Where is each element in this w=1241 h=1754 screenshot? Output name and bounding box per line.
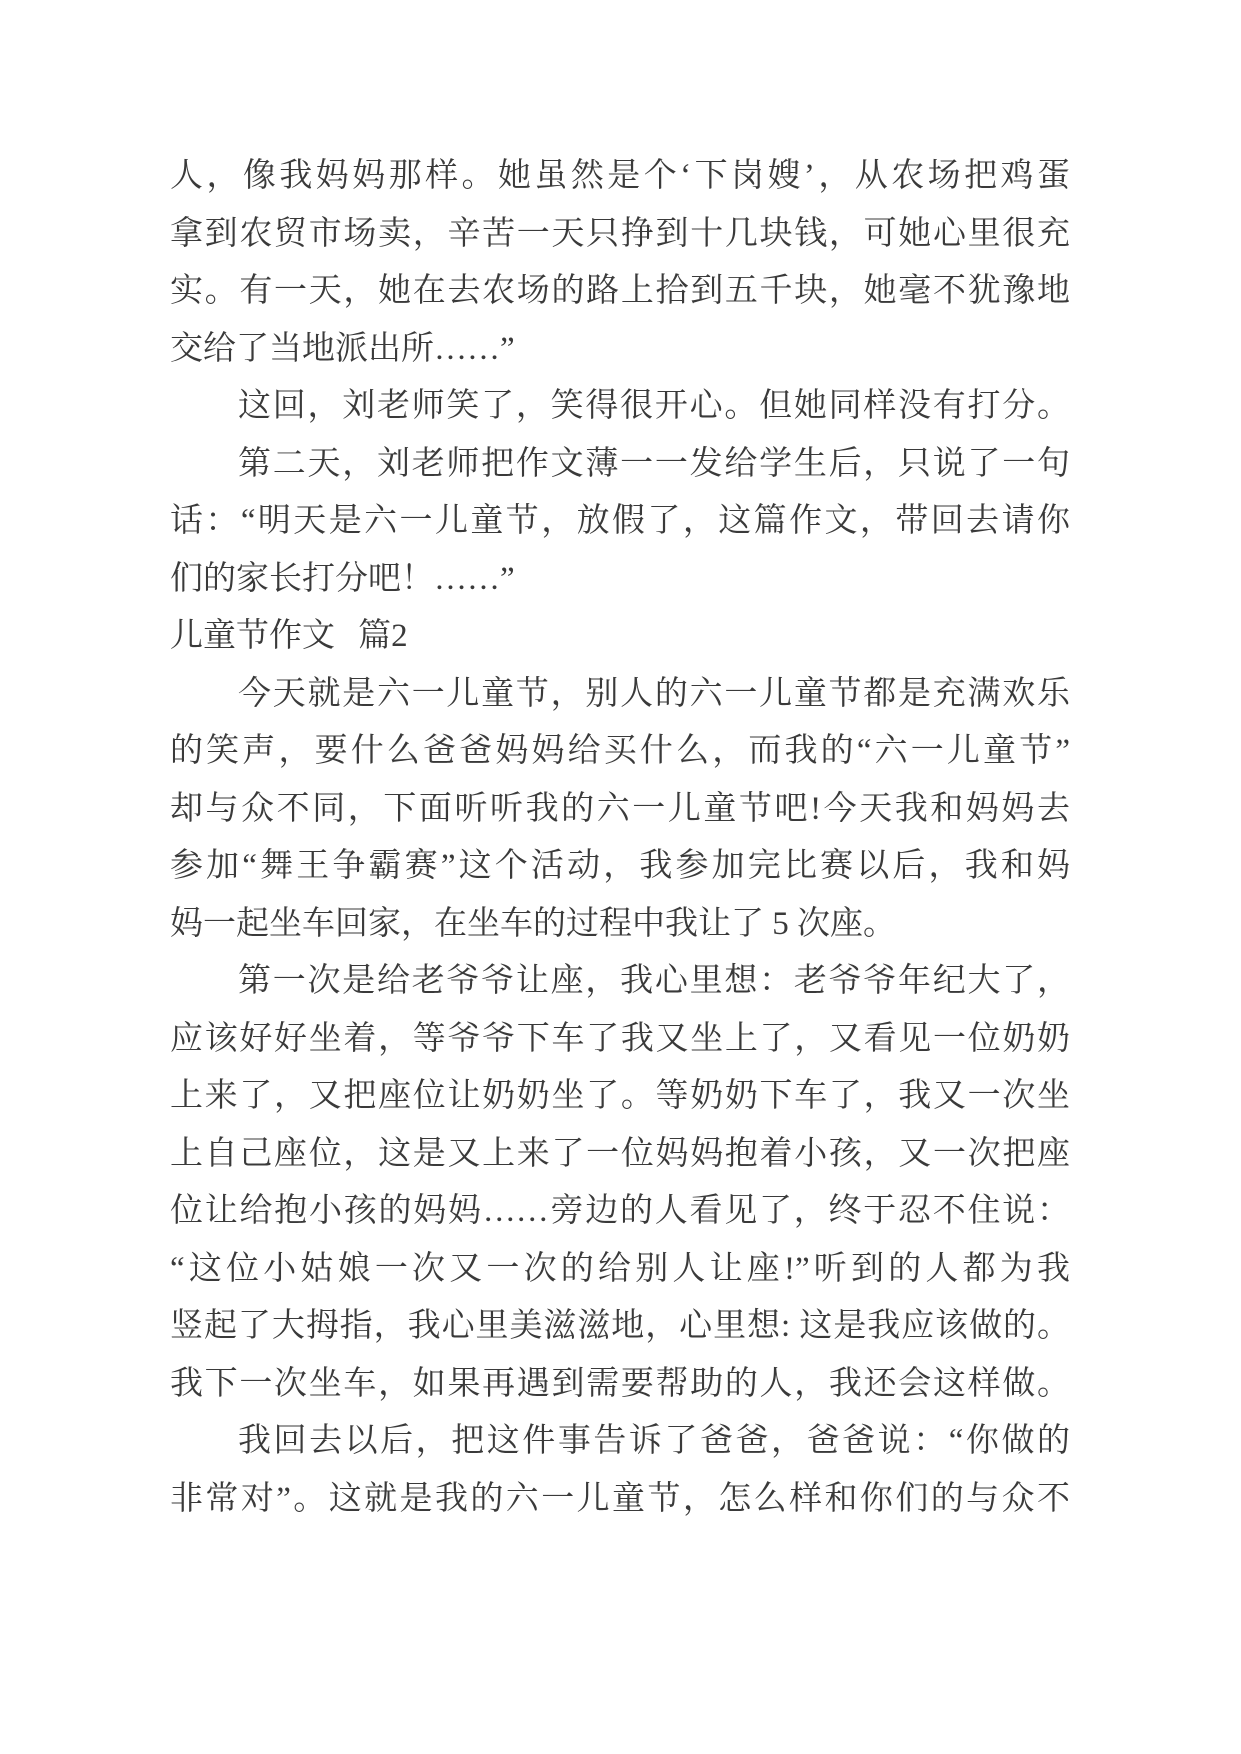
text-line: 应该好好坐着，等爷爷下车了我又坐上了，又看见一位奶奶 xyxy=(170,1020,1070,1057)
text-line: 今天就是六一儿童节，别人的六一儿童节都是充满欢乐 xyxy=(238,675,1070,712)
text-line: 妈一起坐车回家，在坐车的过程中我让了 5 次座。 xyxy=(170,905,896,942)
text-line: 非常对”。这就是我的六一儿童节，怎么样和你们的与众不 xyxy=(170,1480,1070,1517)
text-line: 拿到农贸市场卖，辛苦一天只挣到十几块钱，可她心里很充 xyxy=(170,215,1070,252)
text-line: “这位小姑娘一次又一次的给别人让座!”听到的人都为我 xyxy=(170,1250,1070,1287)
text-line: 话：“明天是六一儿童节，放假了，这篇作文，带回去请你 xyxy=(170,503,1070,539)
text-line: 们的家长打分吧！……” xyxy=(170,560,515,597)
text-line: 第二天，刘老师把作文薄一一发给学生后，只说了一句 xyxy=(238,445,1070,482)
text-line: 却与众不同，下面听听我的六一儿童节吧!今天我和妈妈去 xyxy=(170,790,1070,827)
text-line: 交给了当地派出所……” xyxy=(170,330,515,367)
text-line: 上来了，又把座位让奶奶坐了。等奶奶下车了，我又一次坐 xyxy=(170,1078,1070,1114)
text-line: 我回去以后，把这件事告诉了爸爸，爸爸说：“你做的 xyxy=(238,1423,1070,1459)
text-line: 这回，刘老师笑了，笑得很开心。但她同样没有打分。 xyxy=(238,388,1070,424)
text-line: 位让给抱小孩的妈妈……旁边的人看见了，终于忍不住说： xyxy=(170,1193,1070,1229)
text-line: 实。有一天，她在去农场的路上拾到五千块，她毫不犹豫地 xyxy=(170,273,1070,309)
text-line: 的笑声，要什么爸爸妈妈给买什么，而我的“六一儿童节” xyxy=(170,733,1070,769)
document-text-block xyxy=(170,148,1070,1528)
text-line: 第一次是给老爷爷让座，我心里想：老爷爷年纪大了， xyxy=(238,963,1070,999)
text-line: 竖起了大拇指，我心里美滋滋地，心里想: 这是我应该做的。 xyxy=(170,1308,1070,1344)
text-line: 我下一次坐车，如果再遇到需要帮助的人，我还会这样做。 xyxy=(170,1365,1070,1402)
text-line: 人，像我妈妈那样。她虽然是个‘下岗嫂’，从农场把鸡蛋 xyxy=(170,158,1070,194)
text-line: 参加“舞王争霸赛”这个活动，我参加完比赛以后，我和妈 xyxy=(170,848,1070,884)
section-heading: 儿童节作文 篇2 xyxy=(170,618,408,654)
text-line: 上自己座位，这是又上来了一位妈妈抱着小孩，又一次把座 xyxy=(170,1135,1070,1172)
